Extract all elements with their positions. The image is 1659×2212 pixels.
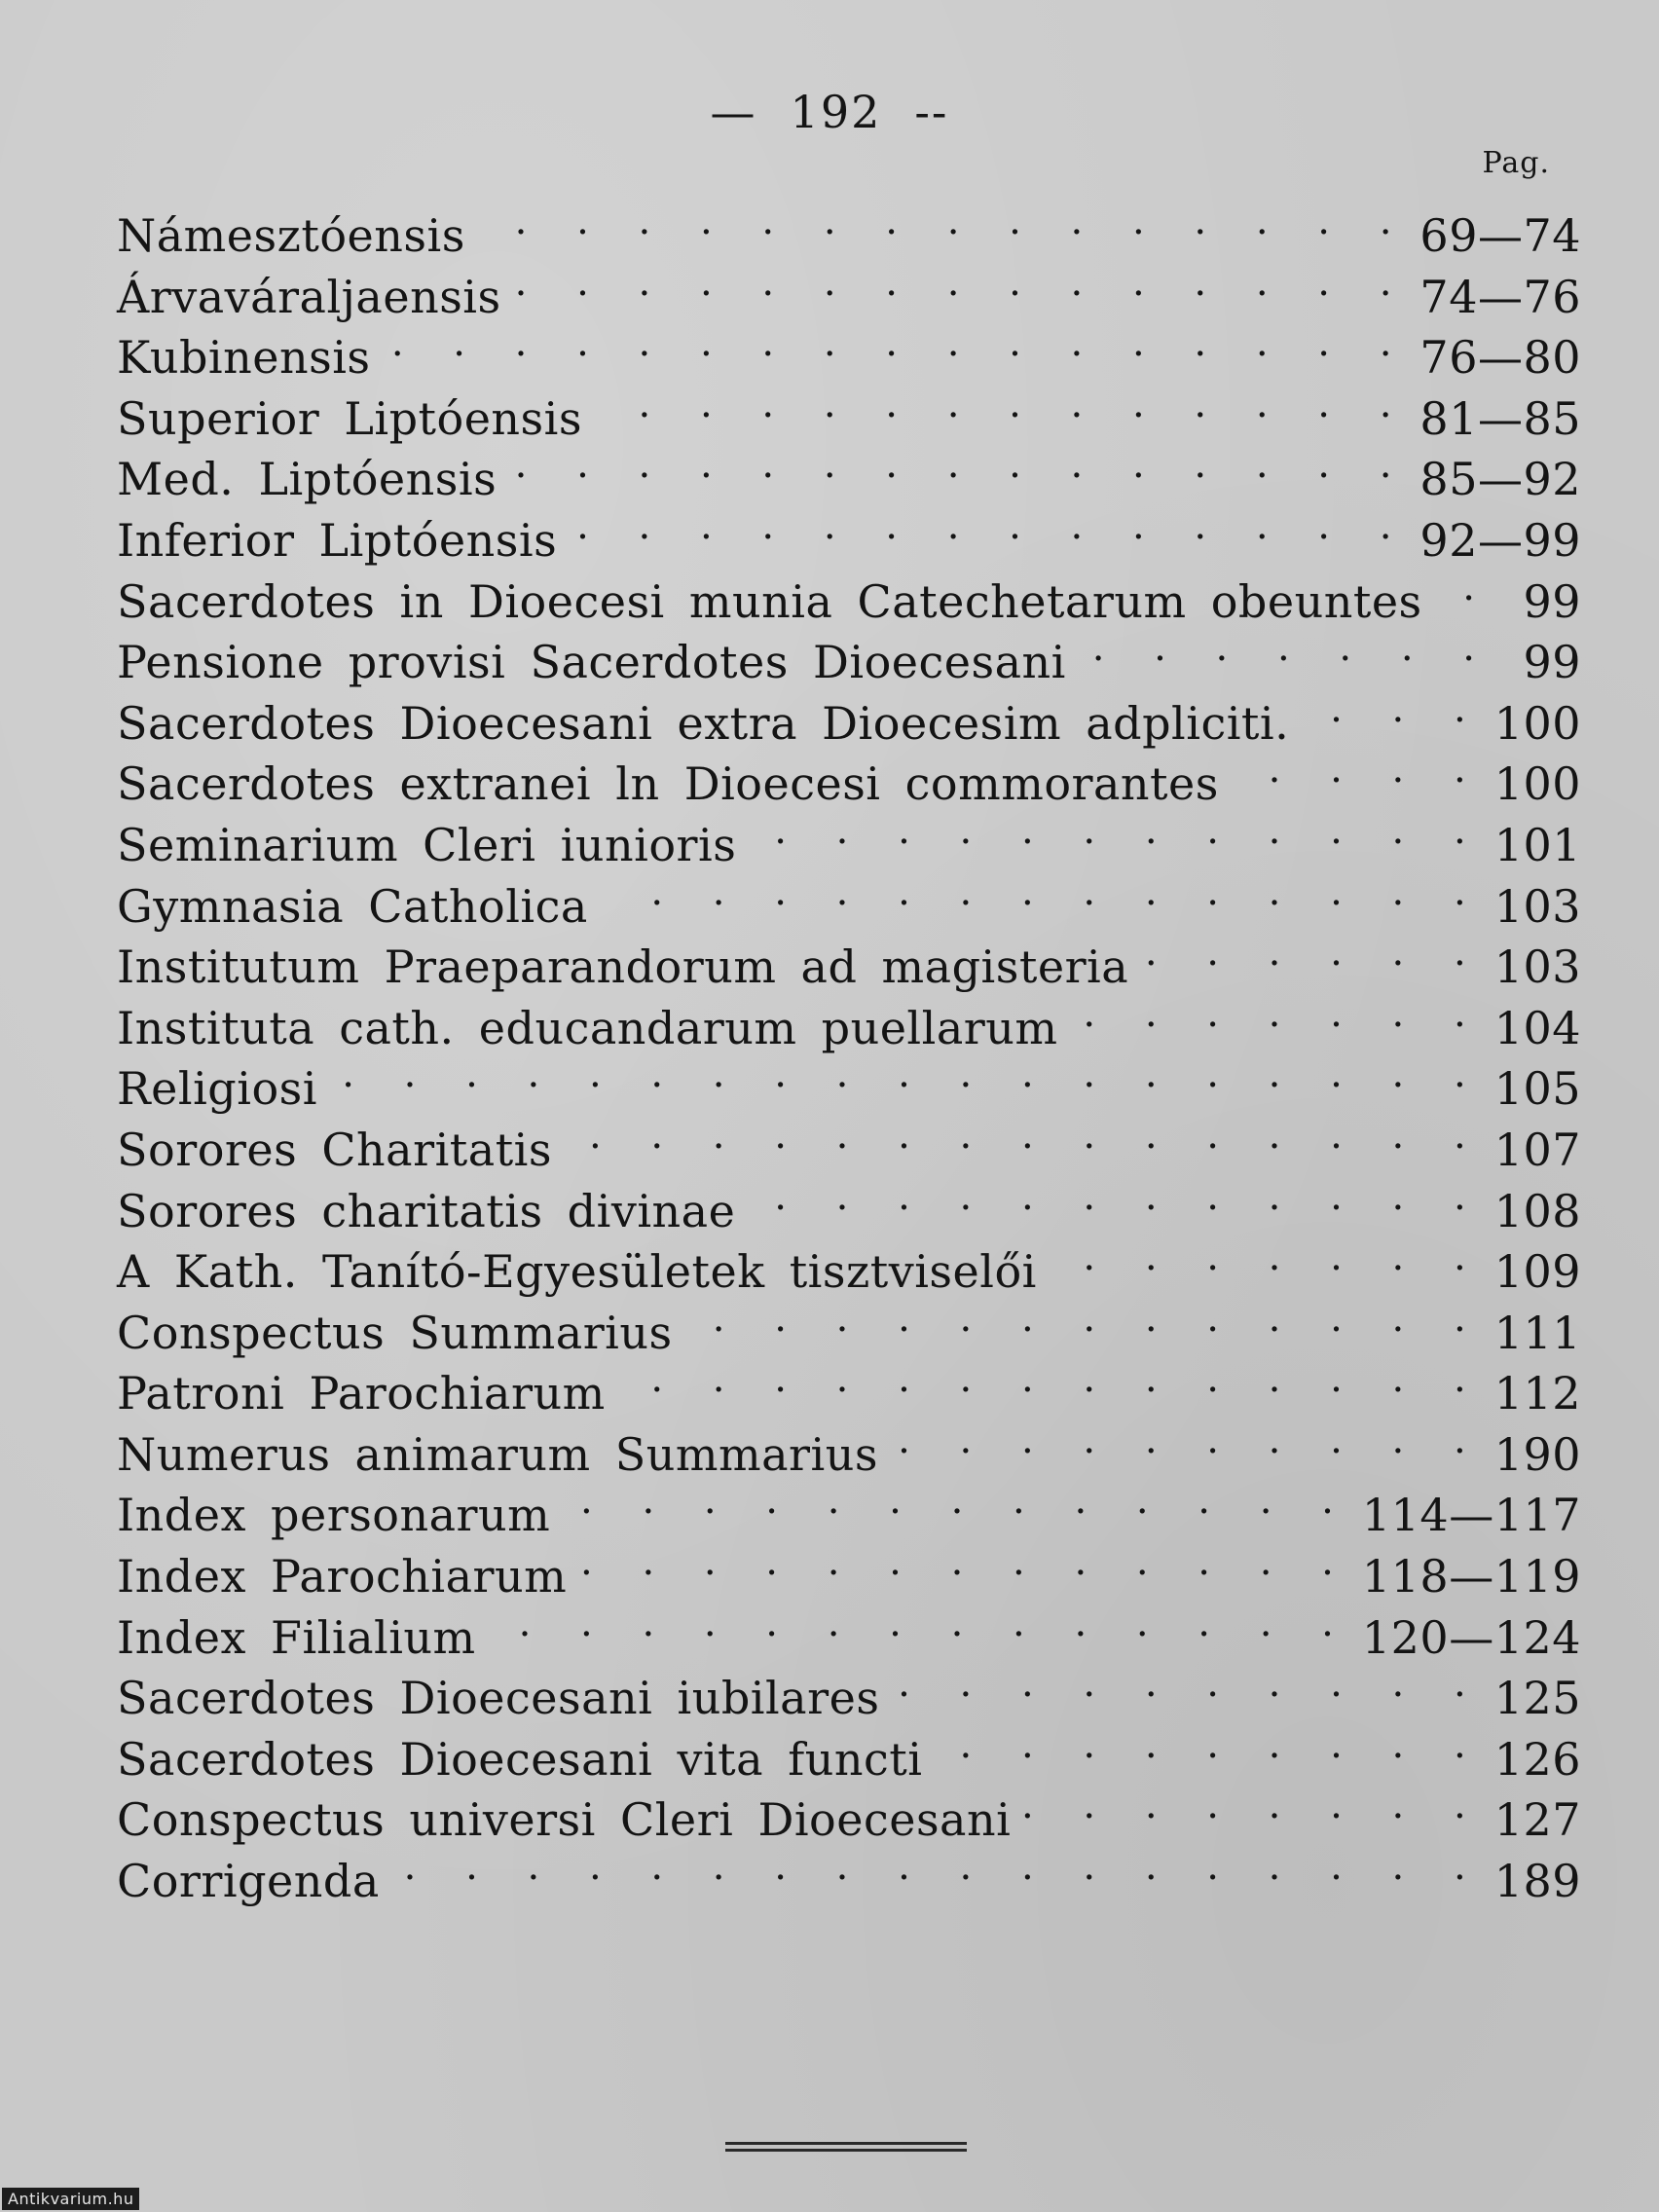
toc-entry-title: Gymnasia Catholica <box>117 879 588 933</box>
dot-leader <box>327 1044 1485 1104</box>
toc-entry-title: Index personarum <box>117 1489 551 1542</box>
toc-entry-page: 120—124 <box>1361 1610 1581 1664</box>
toc-entry <box>117 1044 1581 1116</box>
dot-leader <box>486 1593 1352 1653</box>
toc-entry-title: Instituta cath. educandarum puellarum <box>117 1001 1058 1054</box>
toc-entry-page: 81—85 <box>1419 391 1581 445</box>
toc-entry-title: A Kath. Tanító-Egyesületek tisztviselői <box>117 1245 1037 1299</box>
table-of-contents <box>117 191 1581 1908</box>
toc-entry-page: 103 <box>1493 879 1581 933</box>
toc-entry-title: Conspectus Summarius <box>117 1306 673 1359</box>
dot-leader <box>1047 1227 1485 1287</box>
toc-entry-title: Sacerdotes Dioecesani vita functi <box>117 1732 923 1786</box>
toc-entry-title: Religiosi <box>117 1062 317 1116</box>
toc-entry-page: 111 <box>1493 1306 1581 1359</box>
toc-entry <box>117 191 1581 262</box>
dot-leader <box>598 862 1485 922</box>
toc-entry <box>117 1105 1581 1176</box>
toc-entry-title: Kubinensis <box>117 331 371 385</box>
toc-entry-page: 127 <box>1493 1793 1581 1847</box>
toc-entry-page: 126 <box>1493 1732 1581 1786</box>
toc-entry-title: Pensione provisi Sacerdotes Dioecesani <box>117 636 1066 689</box>
toc-entry-page: 105 <box>1493 1062 1581 1116</box>
toc-entry-page: 118—119 <box>1361 1550 1581 1604</box>
dot-leader <box>682 1288 1485 1348</box>
toc-entry-title: Sacerdotes extranei ln Dioecesi commorantes <box>117 757 1219 811</box>
dot-leader <box>506 434 1410 495</box>
toc-entry-page: 125 <box>1493 1672 1581 1725</box>
toc-entry-title: Med. Liptóensis <box>117 453 498 506</box>
toc-entry-page: 99 <box>1523 636 1581 689</box>
dot-leader <box>745 1166 1484 1227</box>
toc-entry-title: Numerus animarum Summarius <box>117 1427 878 1481</box>
toc-entry-title: Index Parochiarum <box>117 1550 568 1604</box>
toc-entry-title: Superior Liptóensis <box>117 391 582 445</box>
toc-entry-page: 74—76 <box>1419 270 1581 323</box>
dot-leader <box>932 1714 1484 1775</box>
toc-entry-page: 107 <box>1493 1123 1581 1176</box>
toc-entry-title: Sacerdotes Dioecesani extra Dioecesim adpliciti. <box>117 696 1290 750</box>
dot-leader <box>888 1410 1485 1470</box>
toc-entry-page: 104 <box>1493 1001 1581 1054</box>
toc-entry-page: 101 <box>1493 818 1581 871</box>
dot-leader <box>475 191 1411 251</box>
toc-entry-title: Sacerdotes in Dioecesi munia Catechetarum obeuntes <box>117 574 1422 628</box>
toc-entry-page: 189 <box>1493 1855 1581 1908</box>
dot-leader <box>562 1105 1485 1165</box>
toc-entry-page: 114—117 <box>1361 1489 1581 1542</box>
toc-entry-title: Institutum Praeparandorum ad magisteria <box>117 940 1129 994</box>
dot-leader <box>746 800 1484 861</box>
dot-leader <box>592 374 1410 434</box>
toc-entry-page: 92—99 <box>1419 513 1581 567</box>
header-dash-right: -- <box>914 86 949 138</box>
toc-entry-title: Sorores charitatis divinae <box>117 1184 736 1237</box>
dot-leader <box>1432 557 1493 617</box>
dot-leader <box>567 496 1410 556</box>
toc-entry-page: 76—80 <box>1419 331 1581 385</box>
toc-entry-title: Patroni Parochiarum <box>117 1367 606 1420</box>
header-dash-left: — <box>710 86 757 138</box>
page-number: 192 <box>790 86 882 138</box>
dot-leader <box>1138 922 1484 982</box>
toc-entry-title: Corrigenda <box>117 1855 380 1908</box>
dot-leader <box>389 1836 1485 1897</box>
toc-entry-page: 69—74 <box>1419 209 1581 262</box>
dot-leader <box>576 1531 1352 1592</box>
dot-leader <box>1299 679 1484 739</box>
dot-leader <box>1020 1775 1484 1835</box>
toc-entry-page: 100 <box>1493 757 1581 811</box>
toc-entry-page: 85—92 <box>1419 453 1581 506</box>
page-column-label: Pag. <box>1482 146 1550 180</box>
closing-double-rule <box>725 2142 967 2152</box>
toc-entry-title: Árvaváraljaensis <box>117 270 501 323</box>
toc-entry-page: 103 <box>1493 940 1581 994</box>
toc-entry-title: Sorores Charitatis <box>117 1123 552 1176</box>
toc-entry-page: 190 <box>1493 1427 1581 1481</box>
dot-leader <box>1229 739 1485 799</box>
dot-leader <box>615 1348 1485 1409</box>
toc-entry-title: Inferior Liptóensis <box>117 513 558 567</box>
toc-entry-page: 99 <box>1523 574 1581 628</box>
toc-entry-title: Sacerdotes Dioecesani iubilares <box>117 1672 880 1725</box>
dot-leader <box>511 252 1411 313</box>
dot-leader <box>560 1470 1352 1530</box>
toc-entry-page: 112 <box>1493 1367 1581 1420</box>
toc-entry-title: Seminarium Cleri iunioris <box>117 818 737 871</box>
dot-leader <box>1076 617 1493 678</box>
toc-entry-title: Conspectus universi Cleri Dioecesani <box>117 1793 1012 1847</box>
watermark: Antikvarium.hu <box>2 2188 139 2210</box>
toc-entry-page: 108 <box>1493 1184 1581 1237</box>
toc-entry-title: Námesztóensis <box>117 209 465 262</box>
dot-leader <box>889 1653 1484 1714</box>
page-header <box>0 86 1659 138</box>
dot-leader <box>381 313 1411 373</box>
toc-entry-page: 109 <box>1493 1245 1581 1299</box>
toc-entry-title: Index Filialium <box>117 1610 476 1664</box>
dot-leader <box>1068 983 1485 1044</box>
toc-entry-page: 100 <box>1493 696 1581 750</box>
